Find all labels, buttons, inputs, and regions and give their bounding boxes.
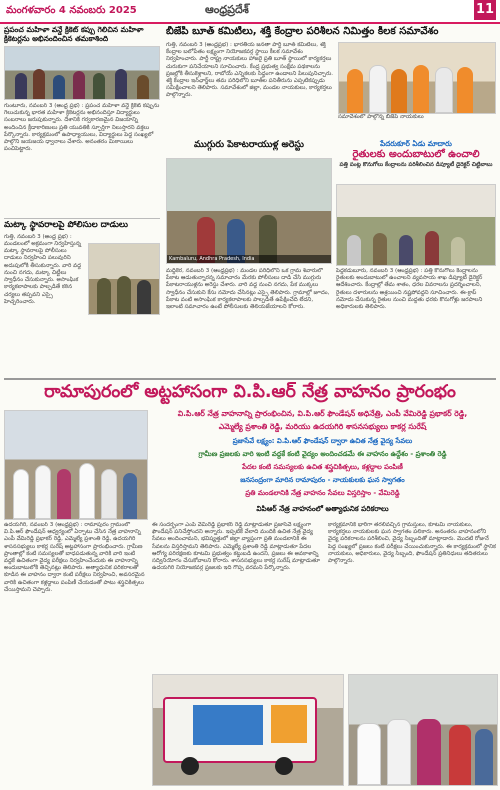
lead-body-col3: కార్యక్రమానికి భారీగా తరలివచ్చిన గ్రామస్తులు, కూటమి నాయకులు, కార్యకర్తలు నాయకులకు ఘన స్వాగతం పలికారు. అనంతరం వాహనంలోని వైద్య పరికరాలను పరిశీలించి, వైద్య సిబ్బందితో మాట్లాడారు. మొదటి రోజునే పెద్ద సంఖ్యలో ప్రజలు కంటి పరీక్షలు చేయించుకున్నారు. ఈ కార్యక్రమంలో స్థానిక నాయకులు, అధికారులు, వైద్య సిబ్బంది, ఫౌండేషన్ ప్రతినిధులు తదితరులు పాల్గొన్నారు. (328, 522, 496, 565)
lead-photo-main (4, 410, 148, 520)
article-cotton-centres (336, 140, 496, 376)
article-title: ముగ్గురు పేకాటరాయుళ్ల అరెస్టు (193, 140, 304, 150)
lead-highlight-1: వి.పి.ఆర్ నేత్ర వాహనాన్ని ప్రారంభించిన, వి.పి.ఆర్ ఫౌండేషన్ అధినేత్రి, ఎంపీ వేమిరెడ్డి ప్రభాకర్ రెడ్డి, (177, 409, 468, 418)
article-body: గుత్తి, నవంబర్ 3 (ఆంధ్రప్రభ) : భారతీయ జనతా పార్టీ బూత్ కమిటీలు, శక్తి కేంద్రాల బలోపేతం లక్ష్యంగా నియోజకవర్గ స్థాయి కీలక సమావేశం నిర్వహించారు. పార్టీ రాష్ట్ర నాయకులు హాజరై ప్రతి బూత్ స్థాయిలో కార్యకర్తలు చురుకుగా పనిచేయాలని సూచించారు. కేంద్ర ప్రభుత్వ సంక్షేమ పథకాలను ప్రజల్లోకి తీసుకెళ్లాలని, రాబోయే ఎన్నికలకు సిద్ధంగా ఉండాలని పిలుపునిచ్చారు. శక్తి కేంద్రాల ఇన్‌ఛార్జ్‌లు తమ పరిధిలోని బూత్‌ల పనితీరును ఎప్పటికప్పుడు సమీక్షించాలని తెలిపారు. సమావేశంలో జిల్లా, మండల నాయకులు, కార్యకర్తలు పాల్గొన్నారు. (166, 42, 334, 99)
article-body: మద్దికెర, నవంబర్ 3 (ఆంధ్రప్రభ) : మండల పరిధిలోని ఒక గ్రామ శివారులో పేకాట ఆడుతున్నారన్న సమాచారం మేరకు పోలీసులు దాడి చేసి ముగ్గురు పేకాటరాయుళ్లను అరెస్టు చేశారు. వారి వద్ద నుంచి నగదు, పేక ముక్కలు స్వాధీనం చేసుకుని కేసు నమోదు చేసినట్లు ఎస్సై తెలిపారు. గ్రామాల్లో జూదం, పేకాట వంటి అసాంఘిక కార్యకలాపాలకు పాల్పడితే ఉపేక్షించేది లేదని, ఇలాంటి సమాచారం ఉంటే పోలీసులకు తెలియజేయాలని కోరారు. (166, 268, 330, 311)
article-gamblers-arrest (166, 140, 332, 376)
article-cricket (4, 26, 160, 216)
article-bjp-meeting (166, 26, 496, 138)
lead-story (0, 382, 500, 790)
lead-photo-leaders (348, 674, 498, 786)
article-photo (4, 46, 160, 100)
lead-highlight-2: ఎమ్మెల్యే ప్రశాంతి రెడ్డి, మరియు ఉదయగిరి శాసనసభ్యులు కాకర్ల సురేష్ (218, 422, 427, 431)
article-title: రైతులకు అందుబాటులో ఉంచాలి (352, 149, 480, 161)
article-photo (88, 243, 160, 315)
article-title: ప్రపంచ మహిళా వన్డే క్రికెట్ కప్పు గెలిచిన మహిళా క్రికెటర్లను అభినందించిన తమకాశింది (4, 26, 144, 43)
lead-highlight-3: ప్రజాసేవే లక్ష్యం: వి.పి.ఆర్ ఫౌండేషన్ ద్వారా ఉచిత నేత్ర వైద్య సేవలు (232, 437, 413, 445)
article-body: గుంటూరు, నవంబర్ 3 (ఆంధ్ర ప్రభ) : ప్రపంచ మహిళా వన్డే క్రికెట్ కప్పును గెలుచుకున్న భారత మహిళా క్రికెటర్లను అభినందిస్తూ విద్యార్థులు సంబరాలు జరుపుకున్నారు. దేశానికి గర్వకారణమైన విజయాన్ని అందించిన క్రీడాకారిణులు ప్రతి యువతికి స్ఫూర్తిగా నిలుస్తారని వక్తలు పేర్కొన్నారు. కార్యక్రమంలో ఉపాధ్యాయులు, విద్యార్థులు పెద్ద సంఖ్యలో పాల్గొని జయజయ ధ్వానాలు చేశారు. అనంతరం మిఠాయిలు పంచిపెట్టారు. (4, 103, 160, 153)
article-body: పెద్దకడుబూరు, నవంబర్ 3 (ఆంధ్రప్రభ) : పత్తి కొనుగోలు కేంద్రాలను రైతులకు అందుబాటులో ఉంచాలని వ్యవసాయ శాఖ డిప్యూటీ డైరెక్టర్ ఆదేశించారు. కేంద్రాల్లో తేమ శాతం, ధరల వివరాలను ప్రదర్శించాలని, రైతులు దళారులను ఆశ్రయించి నష్టపోవద్దని సూచించారు. ఈ-క్రాప్ నమోదు చేసుకున్న రైతుల నుంచి మద్దతు ధరకు కొనుగోళ్లు జరపాలని అధికారులకు తెలిపారు. (336, 268, 483, 311)
lead-highlight-7: ప్రతి మండలానికి నేత్ర వాహనం సేవలు విస్తరిస్తాం - వేమిరెడ్డి (245, 489, 400, 497)
article-matka (4, 221, 160, 376)
page-number: 11 (474, 0, 496, 20)
masthead-date: మంగళవారం 4 నవంబరు 2025 (6, 5, 137, 16)
lead-subhead: విపిఆర్ నేత్ర వాహనంలో అత్యాధునిక పరికరాలు (256, 504, 389, 513)
article-photo (166, 158, 332, 264)
masthead-edition: ఆంధ్రప్రదేశ్ (205, 3, 249, 16)
article-title: బీజేపీ బూత్ కమిటీలు, శక్తి కేంద్రాల పరిశీలన నిమిత్తం కీలక సమావేశం (166, 26, 439, 37)
masthead (0, 0, 500, 24)
lead-headline: రామాపురంలో అట్టహాసంగా వి.పి.ఆర్ నేత్ర వాహనం ప్రారంభం (44, 382, 456, 402)
article-photo (336, 184, 496, 266)
lead-photo-vehicle (152, 674, 344, 786)
lead-body-col1: ఉదయగిరి, నవంబర్ 3 (ఆంధ్రప్రభ) : రామాపురం గ్రామంలో వి.పి.ఆర్ ఫౌండేషన్ ఆధ్వర్యంలో ఏర్పాటు చేసిన నేత్ర వాహనాన్ని ఎంపీ వేమిరెడ్డి ప్రభాకర్ రెడ్డి, ఎమ్మెల్యే ప్రశాంతి రెడ్డి, ఉదయగిరి శాసనసభ్యులు కాకర్ల సురేష్ అట్టహాసంగా ప్రారంభించారు. గ్రామీణ ప్రాంతాల్లో కంటి సమస్యలతో బాధపడుతున్న వారికి వారి ఇంటి వద్దకే ఉచితంగా వైద్య పరీక్షలు నిర్వహించేందుకు ఈ వాహనాన్ని అందుబాటులోకి తెచ్చినట్లు తెలిపారు. అత్యాధునిక పరికరాలతో కూడిన ఈ వాహనం ద్వారా కంటి పరీక్షలు నిర్వహించి, అవసరమైన వారికి ఉచితంగా కళ్లద్దాలు పంపిణీ చేయడంతో పాటు శస్త్రచికిత్సలు చేయిస్తామని చెప్పారు. (4, 522, 145, 593)
lead-body-col2: ఈ సందర్భంగా ఎంపీ వేమిరెడ్డి ప్రభాకర్ రెడ్డి మాట్లాడుతూ ప్రజాసేవే లక్ష్యంగా ఫౌండేషన్ పనిచేస్తోందని అన్నారు. ఇప్పటికే వేలాది మందికి ఉచిత నేత్ర వైద్య సేవలు అందించామని, భవిష్యత్తులో జిల్లా వ్యాప్తంగా ప్రతి మండలానికి ఈ సేవలను విస్తరిస్తామని తెలిపారు. ఎమ్మెల్యే ప్రశాంతి రెడ్డి మాట్లాడుతూ పేదల ఆరోగ్య పరిరక్షణకు కూటమి ప్రభుత్వం కట్టుబడి ఉందని, ప్రజలు ఈ అవకాశాన్ని సద్వినియోగం చేసుకోవాలని కోరారు. శాసనసభ్యులు కాకర్ల సురేష్ మాట్లాడుతూ ఉదయగిరి నియోజకవర్గ ప్రజలకు ఇది గొప్ప వరమని పేర్కొన్నారు. (152, 522, 320, 572)
article-body: గుత్తి, నవంబర్ 3 (ఆంధ్ర ప్రభ) : మండలంలో అక్రమంగా నిర్వహిస్తున్న మట్కా స్థావరాలపై పోలీసులు దాడులు నిర్వహించి పలువురిని అదుపులోకి తీసుకున్నారు. వారి వద్ద నుంచి నగదు, మట్కా చిట్టీలు స్వాధీనం చేసుకున్నారు. అసాంఘిక కార్యకలాపాలకు పాల్పడితే కఠిన చర్యలు తప్పవని ఎస్సై హెచ్చరించారు. (4, 233, 82, 305)
lead-highlight-4: గ్రామీణ ప్రజలకు వారి ఇంటి వద్దకే కంటి వైద్యం అందించడమే ఈ వాహనం ఉద్దేశం - ప్రశాంతి రెడ్డి (198, 450, 447, 458)
photo-caption: సమావేశంలో పాల్గొన్న బీజేపీ నాయకులు (338, 114, 424, 120)
lead-highlight-5: పేదల కంటి సమస్యలకు ఉచిత శస్త్రచికిత్సలు, కళ్లద్దాల పంపిణీ (242, 463, 403, 471)
article-kicker: పేదరుకూర్ ఏడు మాదారు (380, 140, 452, 148)
article-photo (338, 42, 496, 114)
photo-location-tag: Kambaluru, Andhra Pradesh, India (167, 255, 331, 263)
article-deck: పత్తి పంట్ల కొనుగోలు కేంద్రాలను పరిశీలించిన డిప్యూటీ డైరెక్టర్ చిట్టిబాబు (339, 161, 493, 168)
article-title: మట్కా స్థావరాలపై పోలీసుల దాడులు (4, 221, 128, 230)
lead-highlight-6: జనసంద్రంగా మారిన రామాపురం - నాయకులకు ఘన స్వాగతం (240, 476, 405, 484)
